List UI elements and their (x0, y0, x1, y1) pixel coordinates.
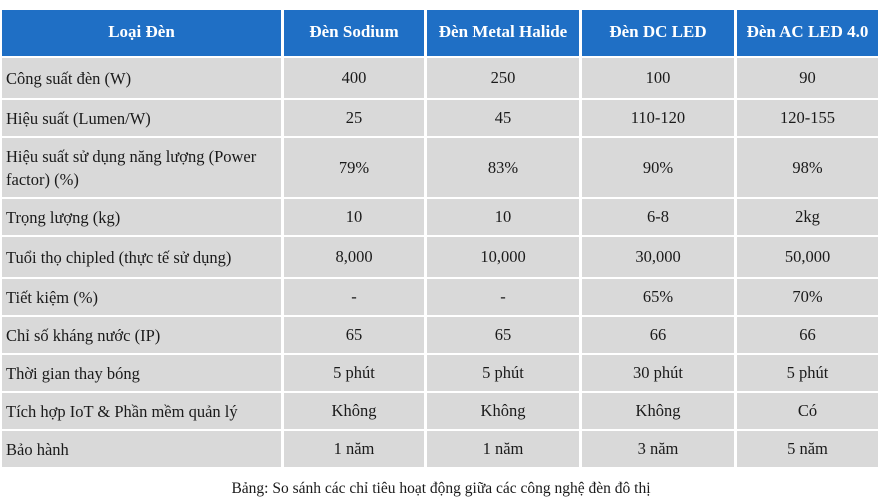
table-row (2, 279, 878, 315)
table-cell: 110-120 (582, 100, 734, 136)
row-label: Tuổi thọ chipled (thực tế sử dụng) (2, 237, 281, 277)
table-cell: 1 năm (284, 431, 424, 467)
table-cell: 83% (427, 138, 579, 197)
table-row (2, 100, 878, 136)
table-cell: 66 (582, 317, 734, 353)
table-row (2, 431, 878, 467)
table-cell: 1 năm (427, 431, 579, 467)
table-cell: 50,000 (737, 237, 878, 277)
table-row (2, 58, 878, 98)
table-cell: 10 (284, 199, 424, 235)
table-cell: 8,000 (284, 237, 424, 277)
table-cell: 79% (284, 138, 424, 197)
table-cell: 5 phút (427, 355, 579, 391)
table-row (2, 138, 878, 197)
row-label: Bảo hành (2, 431, 281, 467)
table-row (2, 199, 878, 235)
table-cell: 400 (284, 58, 424, 98)
comparison-table (0, 8, 881, 469)
table-row (2, 393, 878, 429)
row-label: Công suất đèn (W) (2, 58, 281, 98)
table-cell: 10 (427, 199, 579, 235)
row-label: Thời gian thay bóng (2, 355, 281, 391)
table-cell: 10,000 (427, 237, 579, 277)
table-cell: 65% (582, 279, 734, 315)
table-cell: - (284, 279, 424, 315)
table-caption: Bảng: So sánh các chỉ tiêu hoạt động giữa các công nghệ đèn đô thị (231, 480, 651, 497)
table-cell: 6-8 (582, 199, 734, 235)
table-cell: 30 phút (582, 355, 734, 391)
row-label: Hiệu suất (Lumen/W) (2, 100, 281, 136)
table-cell: 120-155 (737, 100, 878, 136)
table-cell: 45 (427, 100, 579, 136)
header-cell-dc-led: Đèn DC LED (582, 10, 734, 56)
table-cell: 90% (582, 138, 734, 197)
row-label: Tích hợp IoT & Phần mềm quản lý (2, 393, 281, 429)
row-label: Chỉ số kháng nước (IP) (2, 317, 281, 353)
table-cell: Có (737, 393, 878, 429)
table-cell: 66 (737, 317, 878, 353)
table-cell: 250 (427, 58, 579, 98)
table-cell: 98% (737, 138, 878, 197)
table-cell: 2kg (737, 199, 878, 235)
table-cell: 70% (737, 279, 878, 315)
header-cell-metal-halide: Đèn Metal Halide (427, 10, 579, 56)
table-cell: 5 năm (737, 431, 878, 467)
table-cell: 25 (284, 100, 424, 136)
table-cell: 5 phút (284, 355, 424, 391)
table-cell: Không (284, 393, 424, 429)
header-row (2, 10, 878, 56)
table-row (2, 355, 878, 391)
table-cell: - (427, 279, 579, 315)
row-label: Tiết kiệm (%) (2, 279, 281, 315)
table-row (2, 237, 878, 277)
table-cell: Không (582, 393, 734, 429)
table-cell: 5 phút (737, 355, 878, 391)
header-cell-sodium: Đèn Sodium (284, 10, 424, 56)
header-cell-ac-led: Đèn AC LED 4.0 (737, 10, 878, 56)
table-cell: 30,000 (582, 237, 734, 277)
header-cell-type: Loại Đèn (2, 10, 281, 56)
table-cell: 65 (284, 317, 424, 353)
table-cell: 3 năm (582, 431, 734, 467)
table-cell: 90 (737, 58, 878, 98)
row-label: Trọng lượng (kg) (2, 199, 281, 235)
table-cell: Không (427, 393, 579, 429)
row-label: Hiệu suất sử dụng năng lượng (Power factor) (%) (2, 138, 281, 197)
table-row (2, 317, 878, 353)
table-cell: 65 (427, 317, 579, 353)
table-cell: 100 (582, 58, 734, 98)
